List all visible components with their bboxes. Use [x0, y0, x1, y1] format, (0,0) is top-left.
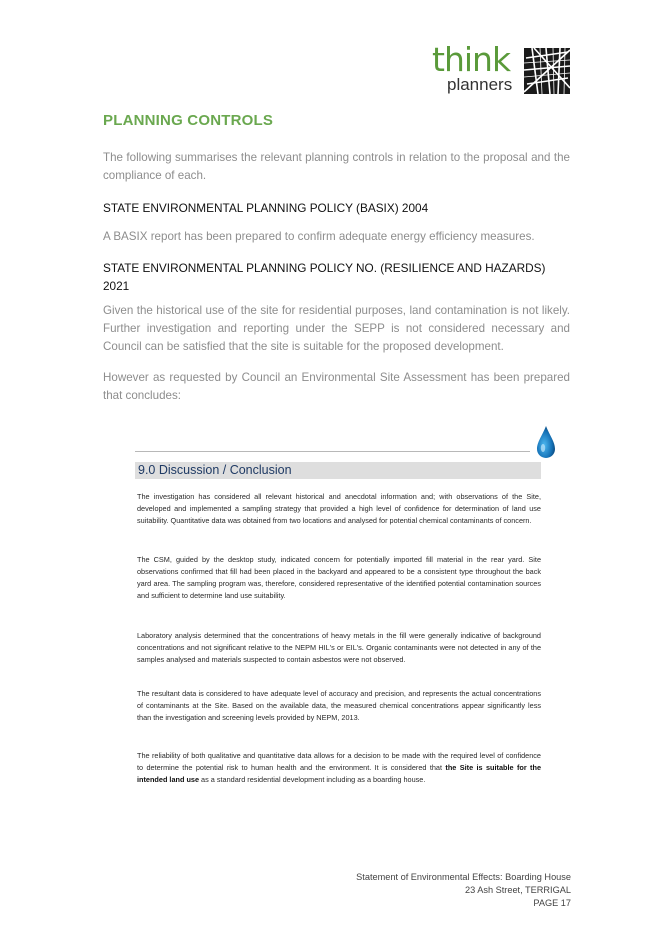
sepp-heading: STATE ENVIRONMENTAL PLANNING POLICY NO. (RESILIENCE AND HAZARDS) 2021: [103, 261, 546, 293]
sepp-paragraph-2: However as requested by Council an Environmental Site Assessment has been prepared that concludes:: [103, 371, 570, 402]
logo-word-think: think: [432, 40, 511, 79]
intro-paragraph: The following summarises the relevant planning controls in relation to the proposal and the compliance of each.: [103, 151, 570, 182]
excerpt-paragraph-3: Laboratory analysis determined that the concentrations of heavy metals in the fill were generally indicative of background concentrations and not significant relative to the NEPM HIL's or EIL's. Organic contaminants were not detected in any of the samples analysed and materials suspected to contain asbestos were not observed.: [137, 631, 541, 664]
footer-address: 23 Ash Street, TERRIGAL: [464, 885, 571, 895]
think-planners-logo: [432, 40, 572, 98]
excerpt-p5-emphasis: the Site is suitable for the intended land use: [137, 762, 542, 784]
basix-heading: STATE ENVIRONMENTAL PLANNING POLICY (BASIX) 2004: [103, 201, 429, 215]
section-title: PLANNING CONTROLS: [103, 112, 274, 129]
sepp-paragraph-1: Given the historical use of the site for residential purposes, land contamination is not likely. Further investigation and reporting under the SEPP is not considered necessary and Council can be satisfied that the site is suitable for the proposed development.: [103, 304, 570, 353]
excerpt-paragraph-2: The CSM, guided by the desktop study, indicated concern for potentially imported fill material in the rear yard. Site observations confirmed that fill had been placed in the backyard and appeared to be a consistent type throughout the back yard area. The sampling program was, therefore, considered representative of the identified potential contamination sources and sufficient to determine land use suitability.: [137, 555, 541, 600]
excerpt-p5-start: The reliability of both qualitative and quantitative data allows for a decision to be made with the required level of confidence to determine the potential risk to human health and the environment. It is considered that: [137, 751, 541, 772]
footer-page-number: PAGE 17: [533, 898, 571, 908]
street-map-icon: [524, 48, 570, 94]
water-drop-icon: [534, 424, 558, 460]
excerpt-p5-end: as a standard residential development including as a boarding house.: [199, 774, 426, 784]
basix-paragraph: A BASIX report has been prepared to confirm adequate energy efficiency measures.: [103, 230, 535, 243]
site-assessment-excerpt: [120, 420, 565, 815]
footer-document-title: Statement of Environmental Effects: Boarding House: [356, 872, 571, 882]
logo-word-planners: planners: [447, 75, 513, 94]
excerpt-paragraph-1: The investigation has considered all relevant historical and anecdotal information and; with observations of the Site, developed and implemented a sampling strategy that provided a high level of confidence for determination of land use suitability. Quantitative data was obtained from two locations and analysed for potential chemical contaminants of concern.: [137, 492, 541, 525]
excerpt-heading: 9.0 Discussion / Conclusion: [138, 463, 292, 477]
excerpt-paragraph-4: The resultant data is considered to have adequate level of accuracy and precision, and represents the actual concentrations of contaminants at the Site. Based on the available data, the measured chemical concentrations appear significantly less than the investigation and screening levels provided by NEPM, 2013.: [137, 689, 541, 722]
excerpt-paragraph-5: [137, 750, 541, 786]
excerpt-divider: [135, 451, 530, 452]
